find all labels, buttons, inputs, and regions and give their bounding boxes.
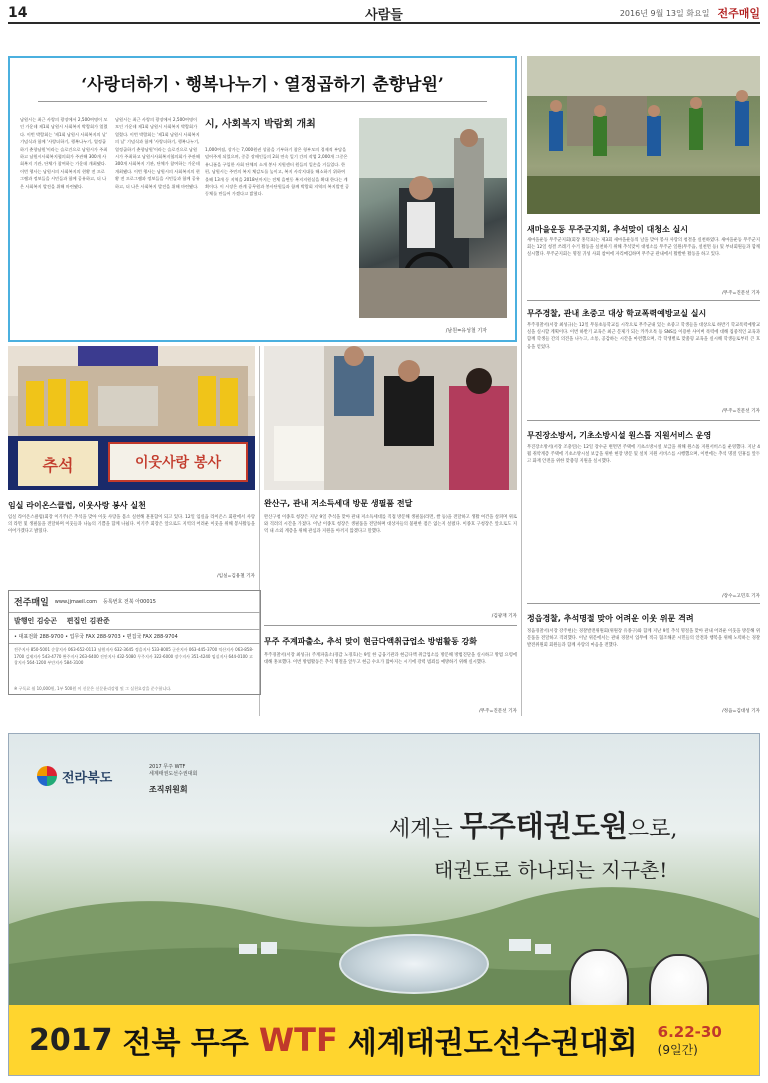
feature-subhead: 시, 사회복지 박람회 개최 xyxy=(205,119,316,130)
lions-body: 임실 라이온스클럽(회장 이기주)은 추석을 맞아 이웃 사랑을 몸소 실천해 훈훈함이 되고 있다. 12일 임실읍 라이온스 회관에서 사랑의 라면 및 생필품을 전달하며 이웃들과 나눔의 기쁨을 함께 나눴다. 이기주 회장은 앞으로도 지역의 어려운 이웃을 위해 봉사활동을 이어가겠다고 밝혔다. xyxy=(8,515,255,535)
banner-year: 2017 xyxy=(29,1022,113,1058)
lions-banner-text: 이웃사랑 봉사 xyxy=(108,442,248,482)
divider xyxy=(264,625,517,626)
issue-date: 2016년 9월 13일 화요일 xyxy=(619,8,710,18)
publisher-name: 김승곤 xyxy=(36,617,58,625)
banner-wtf: WTF xyxy=(258,1021,338,1059)
cleanup-photo-graphic xyxy=(527,56,760,214)
feature-divider xyxy=(38,101,487,102)
feature-photo xyxy=(359,118,507,318)
wanju-byline: /김광재 기자 xyxy=(491,614,517,619)
police-school-body: 무주경찰서(서장 최성규)는 12일 무풍초등학교를 시작으로 무주군내 있는 초중고 학생들을 대상으로 하반기 학교폭력예방교실을 실시할 계획이다. 이번 하반기 교육은 최근 문제가 되는 카카오톡 등 SNS를 이용한 사이버 폭력에 대해 집중적인 교육과 함께 학생들 간의 의견을 나누고, 소통, 공감하는 시간을 마련했으며, 각 학생별로 맞춤형 교육을 실시해 학생들로부터 큰 호응을 얻었다. xyxy=(527,323,760,350)
masthead-branch-list: 전주지사 850-5001 순창지사 063-652-0113 남원지사 632-3645 정읍지사 533-8005 군산지사 063-445-3700 익산지사 063-858-1700 김제지사 543-4770 완주지사 263-6400 진안지사 432-5080 무주지사 322-6000 장수지사 351-4240 임실지사 644-0100 고창지사 564-1200 부안지사 584-3100 xyxy=(14,647,254,665)
jeonbuk-emblem-icon xyxy=(37,766,57,786)
publisher-label: 발행인 xyxy=(14,617,35,625)
editor-label: 편집인 xyxy=(66,617,88,625)
feature-headline: ‘사랑더하기ㆍ행복나누기ㆍ열정곱하기 춘향남원’ xyxy=(81,75,444,95)
organizer-text xyxy=(149,764,197,778)
wanju-caption: 완산구, 관내 저소득세대 방문 생필품 전달 xyxy=(264,499,413,508)
svg-text:추석: 추석 xyxy=(42,456,74,475)
lions-club-photo xyxy=(8,346,255,490)
police-school-byline: /무주=진문선 기자 xyxy=(722,409,760,414)
lions-byline: /임실=김용철 기자 xyxy=(217,574,255,579)
section-title: 사람들 xyxy=(365,7,403,23)
page-header xyxy=(8,4,760,24)
lions-caption: 임실 라이온스클럽, 이웃사랑 봉사 실천 xyxy=(8,501,146,510)
ad-slogan-2: 태권도로 하나되는 지구촌! xyxy=(434,858,668,882)
organizer-line-1: 2017 무주 WTF xyxy=(149,764,186,770)
masthead-reg: 등록번호 전북 아00015 xyxy=(103,599,156,605)
volunteer-cleanup-body: 새마을운동 무주군지회(회장 홍덕표)는 제3회 새마을운동의 날을 맞아 봉사 사랑의 청결을 실천하였다. 새마을운동 무주군지회는 12일 청결 쓰레기 수거 활동을 실천하기 위해 추석맞이 대청소를 무주군 일원(무주읍, 설천면 등) 및 부녀회원들과 함께 실시했다. 무주군지회는 명절 귀성 사회 참여에 자리매김하며 무주군 관내에서 활발한 활동을 하고 있다. xyxy=(527,238,760,258)
masthead-footer: ※ 구독료 월 10,000원, 1부 500원 이 신문은 신문윤리강령 및 그 실천요강을 준수합니다. xyxy=(14,686,172,691)
region-name: 전라북도 xyxy=(62,770,113,786)
feature-column-1b: 남원시는 최근 사랑의 광장에서 2,500여명이 모인 가운데 제1회 남원시 사회복지 박람회가 열렸다. 이번 박람회는 '제1회 남원시 사회복지의 날' 기념식과 함께 '사랑더하기, 행복나누기, 열정곱하기 춘향남원'이라는 슬로건으로 남원시가 주최하고 남원시사회복지협의회가 주관해 300개 사회복지 기관, 단체가 참여하는 가운데 개최됐다. 이번 행사는 남원시의 사회복지의 현황 전 프로그램과 정보들을 시민들과 함께 공유하고, 더 나은 사회복지 발전을 위해 마련됐다. xyxy=(115,117,200,189)
volunteer-cleanup-byline: /무주=진문선 기자 xyxy=(722,291,760,296)
divider xyxy=(527,420,760,421)
masthead-top xyxy=(9,591,260,613)
newspaper-masthead xyxy=(8,590,261,695)
feature-article xyxy=(8,56,517,342)
header-right xyxy=(620,5,760,21)
muju-credit-body: 무주경찰서(서장 최성규) 주계파출소(경감 노경호)는 9일 한 금융기관과 현금다액 취급업소를 방문해 방범진단을 실시하고 방범 요령에 대해 홍보했다. 이번 방범활동은 추석 명절을 앞두고 현금 수요가 많아지는 시기에 강력 범죄를 예방하기 위해 실시했다. xyxy=(264,653,517,666)
banner-title-2: 세계태권도선수권대회 xyxy=(347,1026,638,1061)
wanju-body: 완산구청 이종호 청장은 지난 9일 추석을 맞아 관내 저소득세대를 직접 방문해 생필품(라면, 쌀 등)을 전달하고 생활 여건을 살펴며 위로와 격려의 시간을 가졌다. 이날 이종호 청장은 생필품을 전달하며 대상자들의 불편한 점은 없는지 살폈다. 이종호 구청장은 앞으로도 지역 내 소외 계층을 위해 관심과 지원을 아끼지 않겠다고 말했다. xyxy=(264,515,517,535)
banner-date-range: 6.22-30 xyxy=(657,1022,722,1041)
jeonbuk-logo xyxy=(37,766,112,786)
masthead-people xyxy=(9,613,260,630)
banner-title-1: 전북 무주 xyxy=(122,1026,249,1061)
volunteer-cleanup-caption: 새마을운동 무주군지회, 추석맞이 대청소 실시 xyxy=(527,225,689,234)
newspaper-brand: 전주매일 xyxy=(717,7,760,20)
arena-building xyxy=(339,934,489,994)
page-number: 14 xyxy=(8,5,28,21)
banner-dates xyxy=(658,1023,722,1058)
feature-column-2: 1,000여점, 상가는 7,000원권 상품을 기부하기 참은 형부모의 경제적 부담을 덜어주게 되었으며, 중증 장애인들의 2회 연속 일기 간의 작업 2,000개 그중은 유니폼을 구입한 사회 단체의 소개 봉사 지원센터 원들의 일손을 거들었다. 한편, 남원시는 주민의 복지 체감도를 높이고, 복지 사각지대를 해소하기 위하여 올해 13개 동 지역을 2018년까지는 전체 읍면동 복지지원실을 확대 한다는 계획이다. 이 시장은 관계 공무원과 봉사단원들과 함께 박람회 지역의 복지발전 공동체를 만들어 가겠다고 밝혔다. xyxy=(205,147,350,197)
column-divider xyxy=(521,56,522,716)
divider xyxy=(527,603,760,604)
jeongeup-byline: /정읍=김대성 기자 xyxy=(722,709,760,714)
organizer-line-2: 세계태권도선수권대회 xyxy=(149,771,198,777)
masthead-contacts: • 대표전화 288-9700 • 업무국 FAX 288-9703 • 편집국 FAX 288-9704 xyxy=(9,630,260,644)
editor-name: 김관준 xyxy=(89,617,110,625)
muju-credit-caption: 무주 주계파출소, 추석 맞이 현금다액취급업소 방범활동 강화 xyxy=(264,637,477,646)
feature-column-1: 남원시는 최근 사랑의 광장에서 2,500여명이 모인 가운데 제1회 남원시 사회복지 박람회가 열렸다. 이번 박람회는 '제1회 남원시 사회복지의 날' 기념식과 함께 '사랑더하기, 행복나누기, 열정곱하기 춘향남원'이라는 슬로건으로 남원시가 주최하고 남원시사회복지협의회가 주관해 300개 사회복지 기관, 단체가 참여하는 가운데 개최됐다. 이번 행사는 남원시의 사회복지의 현황 전 프로그램과 정보들을 시민들과 함께 공유하고, 더 나은 사회복지 발전을 위해 마련됐다. xyxy=(20,117,108,189)
muju-credit-byline: /무주=진문선 기자 xyxy=(479,709,517,714)
police-school-caption: 무주경찰, 관내 초중고 대상 학교폭력예방교실 실시 xyxy=(527,309,707,318)
slogan-prefix: 세계는 xyxy=(389,817,460,842)
ad-slogan-1 xyxy=(389,804,677,845)
jeongeup-caption: 정읍경찰, 추석명절 맞아 어려운 이웃 위문 격려 xyxy=(527,614,694,623)
masthead-url[interactable]: www.jjmaeil.com xyxy=(54,598,98,605)
masthead-name: 전주매일 xyxy=(14,598,49,608)
divider xyxy=(527,300,760,301)
fire-caption: 무진장소방서, 기초소방시설 원스톱 지원서비스 운영 xyxy=(527,431,712,440)
taekwondo-advertisement xyxy=(8,733,760,1076)
banner-duration: (9일간) xyxy=(657,1042,698,1057)
wanju-visit-photo xyxy=(264,346,517,490)
organizer-committee: 조직위원회 xyxy=(149,785,188,794)
feature-byline: /남원=유성철 기자 xyxy=(445,328,487,334)
fire-byline: /장수=고민호 기자 xyxy=(722,594,760,599)
wheelchair-photo-graphic xyxy=(359,118,507,318)
jeongeup-body: 정읍경찰서(서장 강주현)는 경찰발전위원회(위원장 유종구)와 함께 지난 9일 추석 명절을 맞아 관내 어려운 이웃을 방문해 위문품을 전달하고 격려했다. 이날 위문에서는 관내 경찰서 업무에 적극 협조해준 시민들의 안전과 행복을 위해 노력하는 경찰발전위원회 회원들과 함께 사랑의 마음을 전했다. xyxy=(527,629,760,649)
wanju-photo-graphic xyxy=(264,346,517,490)
fire-body: 무진장소방서(서장 조충연)는 12일 장수군 변면면 주택에 기초소방시설 보급을 위해 원스톱 지원서비스를 운영했다. 지난 4월 취약계층 주택에 기초소방시설 보급을 위한 현장 방문 및 설치 지원 서비스를 시행했으며, 이번에는 추석 명절 연휴를 앞두고 화재 안전을 위한 맞춤형 지원을 실시했다. xyxy=(527,445,760,465)
ad-banner xyxy=(9,1005,759,1075)
volunteer-cleanup-photo xyxy=(527,56,760,214)
slogan-highlight: 무주태권도원 xyxy=(459,809,628,843)
slogan-suffix: 으로, xyxy=(627,817,678,842)
